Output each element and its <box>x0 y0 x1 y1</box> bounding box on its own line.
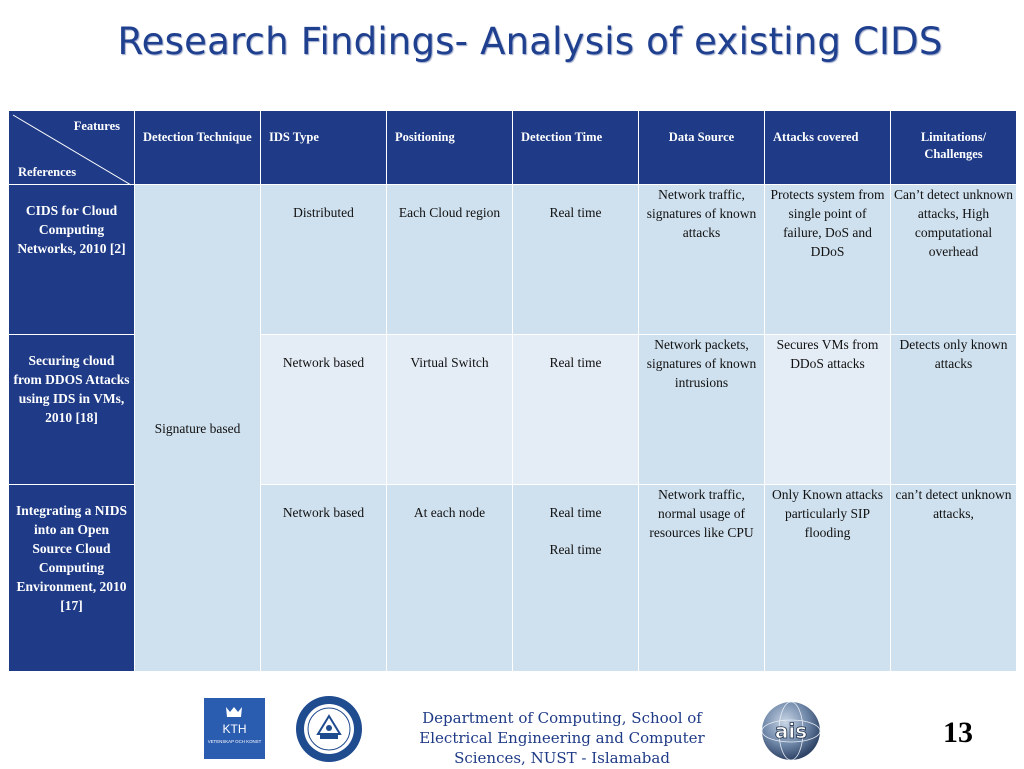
ids-type-cell: Distributed <box>261 185 387 335</box>
kth-crest-icon <box>204 698 265 759</box>
data-source-cell: Network traffic, normal usage of resources like CPU <box>639 485 765 672</box>
university-seal-icon <box>294 694 364 764</box>
header-attacks-covered: Attacks covered <box>765 111 891 185</box>
row-reference: Integrating a NIDS into an Open Source Cloud Computing Environment, 2010 [17] <box>9 485 135 672</box>
table-row <box>9 185 1017 335</box>
footer-department-text: Department of Computing, School of Electrical Engineering and Computer Sciences, NUST - Islamabad <box>419 709 705 767</box>
data-source-cell: Network packets, signatures of known intrusions <box>639 335 765 485</box>
kth-logo-text: KTH <box>222 722 247 736</box>
detection-time-cell: Real time <box>513 185 639 335</box>
row-reference: Securing cloud from DDOS Attacks using IDS in VMs, 2010 [18] <box>9 335 135 485</box>
limitations-cell: can’t detect unknown attacks, <box>891 485 1017 672</box>
ids-type-cell: Network based <box>261 485 387 672</box>
kth-logo <box>204 698 265 759</box>
positioning-cell: At each node <box>387 485 513 672</box>
header-limitations: Limitations/ Challenges <box>891 111 1017 185</box>
detection-time-value: Real time <box>549 505 602 520</box>
cids-comparison-table <box>8 110 1017 672</box>
kth-logo-subtext: VETENSKAP OCH KONST <box>207 739 262 744</box>
limitations-cell: Can’t detect unknown attacks, High computational overhead <box>891 185 1017 335</box>
ais-globe-icon <box>760 700 822 762</box>
header-data-source: Data Source <box>639 111 765 185</box>
ais-logo-text: ais <box>774 719 808 743</box>
limitations-cell: Detects only known attacks <box>891 335 1017 485</box>
positioning-cell: Each Cloud region <box>387 185 513 335</box>
slide-title: Research Findings- Analysis of existing CIDS <box>117 20 943 63</box>
data-source-cell: Network traffic, signatures of known attacks <box>639 185 765 335</box>
detection-time-cell <box>513 485 639 672</box>
header-detection-time: Detection Time <box>513 111 639 185</box>
corner-references-label: References <box>18 165 77 179</box>
detection-time-value-2: Real time <box>549 542 602 557</box>
header-corner-cell <box>9 111 135 185</box>
corner-features-label: Features <box>73 119 120 133</box>
table-header-row <box>9 111 1017 185</box>
nust-emblem <box>294 694 364 764</box>
page-number: 13 <box>943 716 973 749</box>
detection-time-cell: Real time <box>513 335 639 485</box>
attacks-covered-cell: Secures VMs from DDoS attacks <box>765 335 891 485</box>
positioning-cell: Virtual Switch <box>387 335 513 485</box>
header-ids-type: IDS Type <box>261 111 387 185</box>
ids-type-cell: Network based <box>261 335 387 485</box>
detection-technique-cell: Signature based <box>135 185 261 672</box>
attacks-covered-cell: Protects system from single point of failure, DoS and DDoS <box>765 185 891 335</box>
header-detection-technique: Detection Technique <box>135 111 261 185</box>
ais-logo <box>760 700 822 762</box>
row-reference: CIDS for Cloud Computing Networks, 2010 [2] <box>9 185 135 335</box>
header-positioning: Positioning <box>387 111 513 185</box>
attacks-covered-cell: Only Known attacks particularly SIP flooding <box>765 485 891 672</box>
